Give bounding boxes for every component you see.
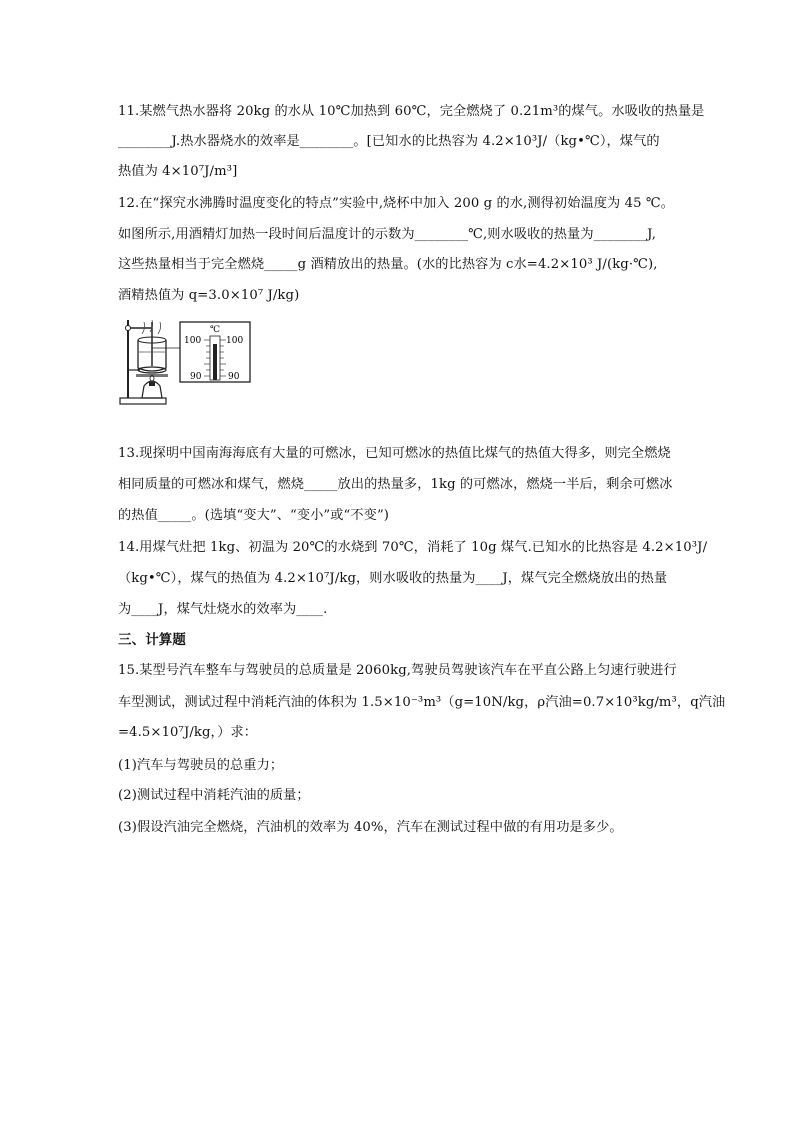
scale-100-right: 100 xyxy=(226,336,244,346)
boiling-water-apparatus-figure xyxy=(118,318,253,406)
q11-line-3: 热值为 4×10⁷J/m³] xyxy=(118,164,238,179)
q15-sub-question-3: (3)假设汽油完全燃烧，汽油机的效率为 40%，汽车在测试过程中做的有用功是多少。 xyxy=(118,820,623,835)
q12-line-3: 这些热量相当于完全燃烧_____g 酒精放出的热量。(水的比热容为 c水=4.2×10³ J/(kg·℃), xyxy=(118,257,658,272)
q15-line-2: 车型测试，测试过程中消耗汽油的体积为 1.5×10⁻³m³（g=10N/kg，ρ汽油=0.7×10³kg/m³，q汽油 xyxy=(118,695,726,710)
scale-90-left: 90 xyxy=(190,372,202,382)
q11-line-1: 11.某燃气热水器将 20kg 的水从 10℃加热到 60℃，完全燃烧了 0.21m³的煤气。水吸收的热量是 xyxy=(118,104,705,119)
q12-line-4: 酒精热值为 q=3.0×10⁷ J/kg) xyxy=(118,288,300,303)
q15-line-3: =4.5×10⁷J/kg，）求： xyxy=(118,725,258,740)
q14-line-3: 为____J，煤气灶烧水的效率为____. xyxy=(118,602,328,617)
q12-line-2: 如图所示,用酒精灯加热一段时间后温度计的示数为________℃,则水吸收的热量为________J, xyxy=(118,227,657,242)
q15-sub-question-1: (1)汽车与驾驶员的总重力； xyxy=(118,758,284,773)
q15-line-1: 15.某型号汽车整车与驾驶员的总质量是 2060kg,驾驶员驾驶该汽车在平直公路上匀速行驶进行 xyxy=(118,663,677,678)
q15-sub-question-2: (2)测试过程中消耗汽油的质量； xyxy=(118,788,310,803)
scale-100-left: 100 xyxy=(184,336,202,346)
q13-line-3: 的热值_____。(选填“变大”、“变小”或“不变”) xyxy=(118,508,390,523)
q13-line-1: 13.现探明中国南海海底有大量的可燃冰，已知可燃冰的热值比煤气的热值大得多，则完全燃烧 xyxy=(118,446,671,461)
q12-line-1: 12.在“探究水沸腾时温度变化的特点”实验中,烧杯中加入 200 g 的水,测得初始温度为 45 ℃。 xyxy=(118,196,675,211)
q13-line-2: 相同质量的可燃冰和煤气，燃烧_____放出的热量多，1kg 的可燃冰，燃烧一半后，剩余可燃冰 xyxy=(118,477,673,492)
scale-90-right: 90 xyxy=(228,372,240,382)
q14-line-2: （kg•℃），煤气的热值为 4.2×10⁷J/kg，则水吸收的热量为____J，煤气完全燃烧放出的热量 xyxy=(118,571,668,586)
q11-line-2: ________J.热水器烧水的效率是________。[已知水的比热容为 4.2×10³J/（kg•℃），煤气的 xyxy=(118,134,660,149)
q14-line-1: 14.用煤气灶把 1kg、初温为 20℃的水烧到 70℃，消耗了 10g 煤气.已知水的比热容是 4.2×10³J/ xyxy=(118,540,708,555)
section-heading-calculation: 三、计算题 xyxy=(118,632,186,648)
thermometer-unit-label: ℃ xyxy=(210,325,221,335)
